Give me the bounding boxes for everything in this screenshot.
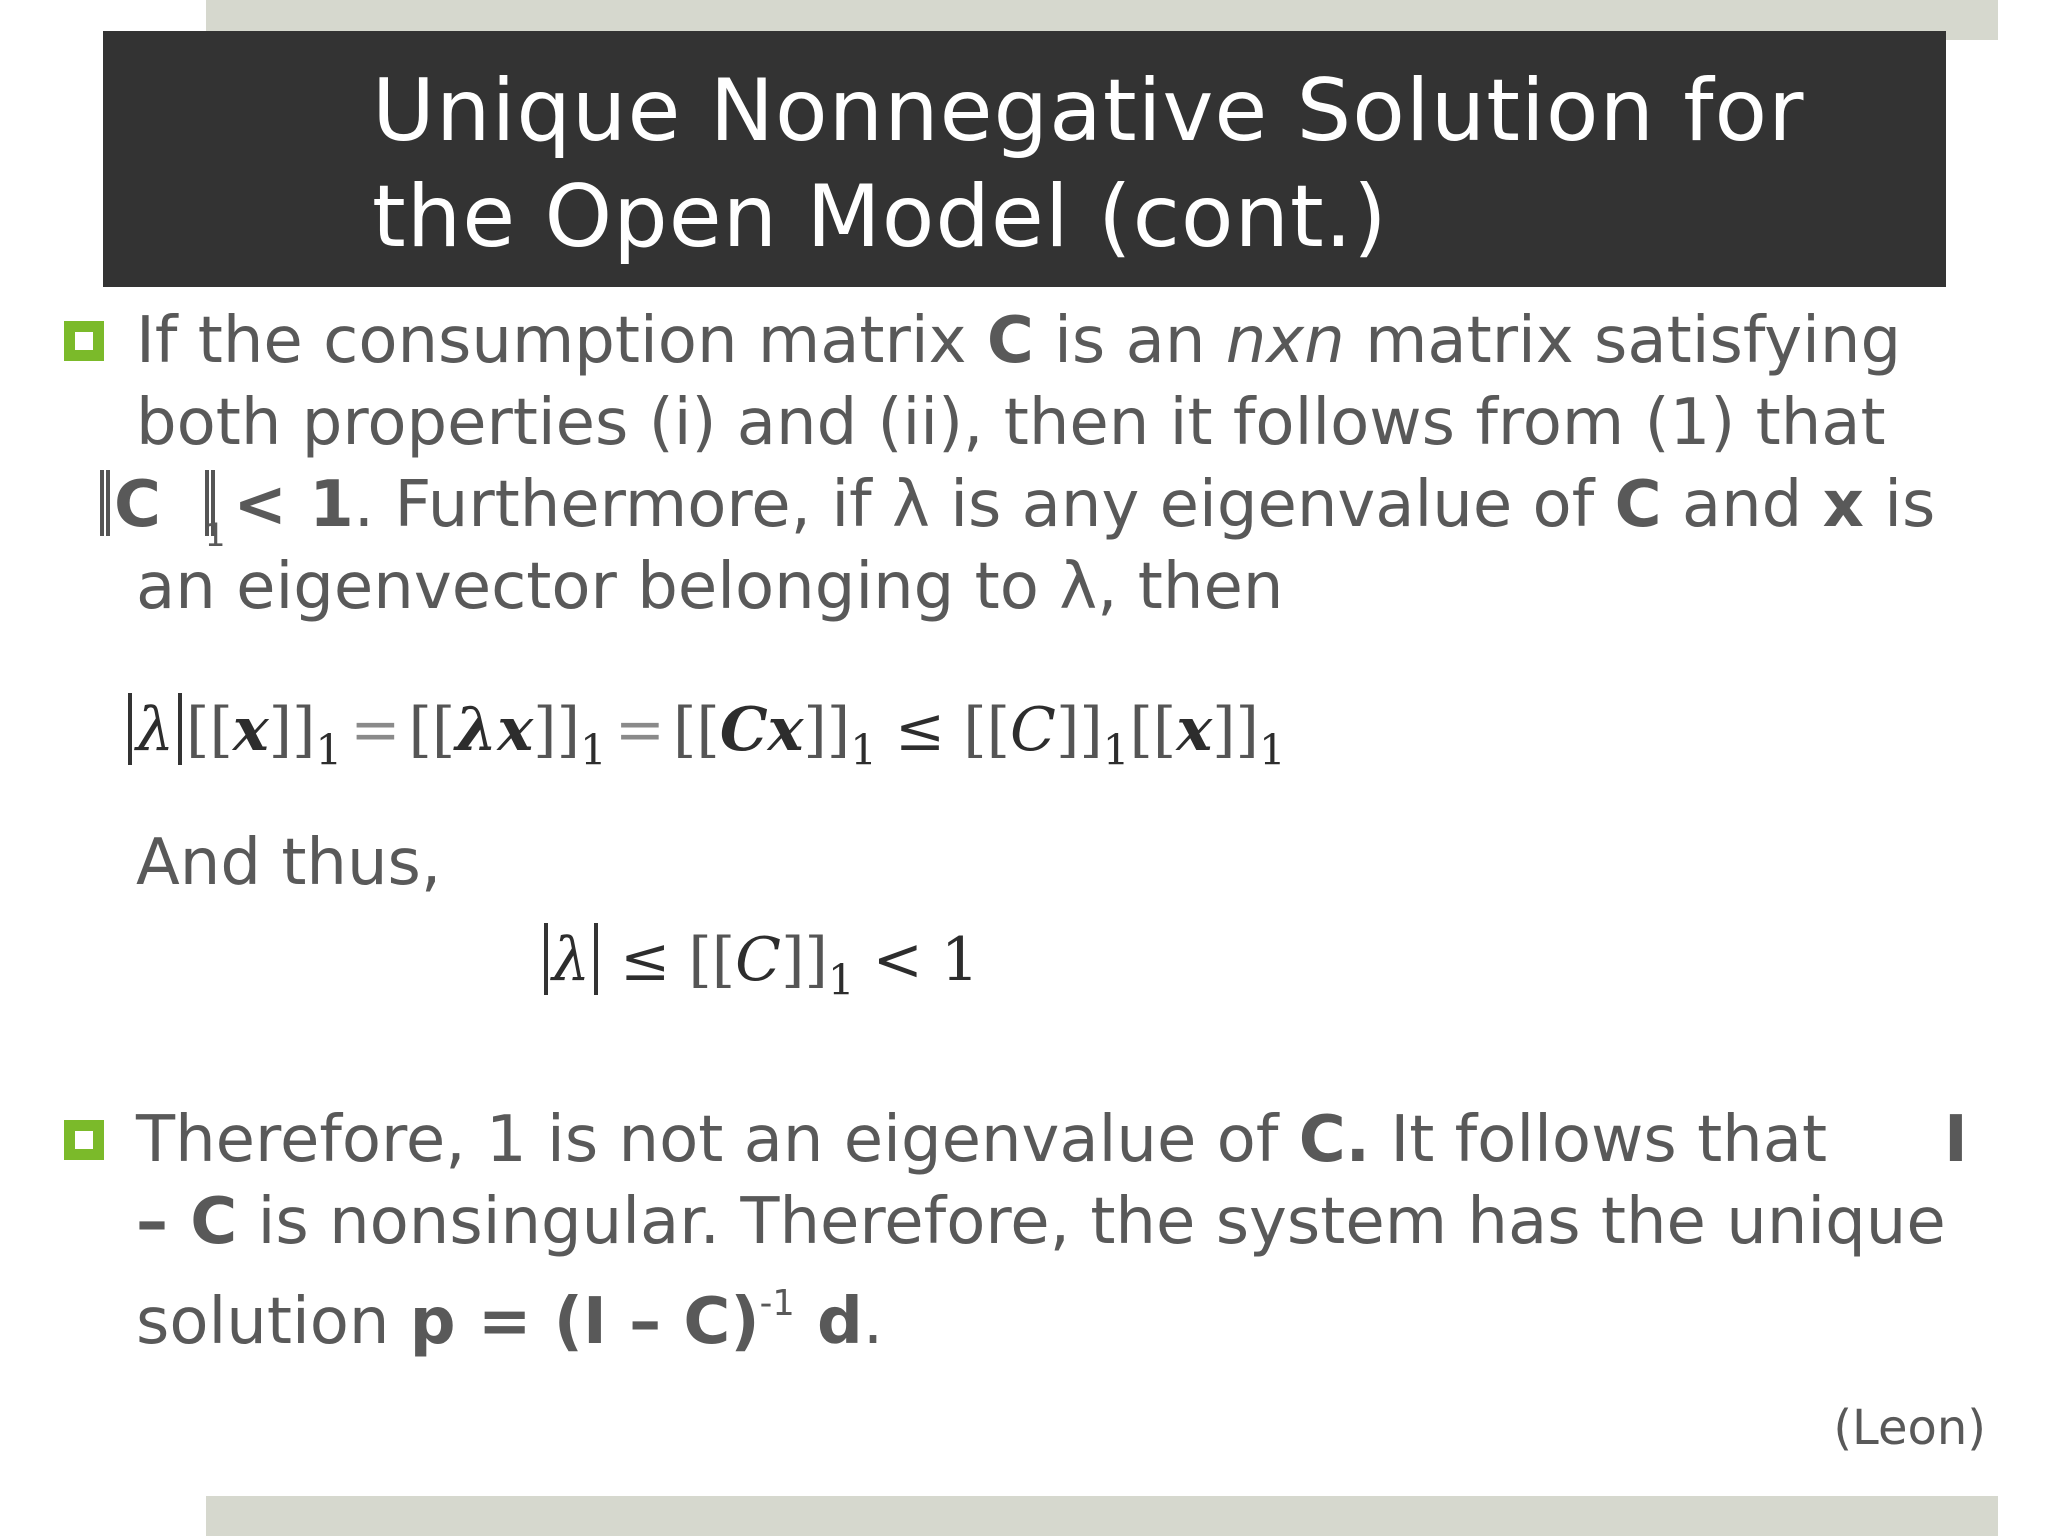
bullet2-line1-end: I [1944,1103,1968,1177]
bullet-square-icon [64,1120,104,1160]
bullet1-line2: both properties (i) and (ii), then it follows from (1) that [136,386,1886,460]
bullet1-line4: an eigenvector belonging to λ, then [136,550,1284,624]
title-line-1: Unique Nonnegative Solution for [372,61,1805,161]
bullet2-line3: solution p = (I – C)$^{-1}$ d. [136,1283,884,1360]
bullet2-line1: Therefore, 1 is not an eigenvalue of C. It follows that [136,1103,1828,1177]
bullet1-line3: C $_1$ < 1. Furthermore, if λ is any eigenvalue of C and x is [100,464,1935,576]
bullet2-line2: – C is nonsingular. Therefore, the system has the unique [136,1185,1946,1259]
bullet1-line1: If the consumption matrix C is an nxn matrix satisfying [136,304,1902,378]
and-thus-text: And thus, [136,826,442,900]
norm-bars-left [100,470,110,536]
citation: (Leon) [1833,1400,1986,1456]
bullet-square-icon [64,321,104,361]
equation-2: $\lambda \le [[C]]_1 < 1$ [540,920,979,1021]
equation-1: λ $[[x]]_1 = [[\lambda x]]_1 = [[Cx]]_1 \le [[C]]_1[[x]]_1$ [124,690,1286,791]
slide-title [372,58,1912,270]
title-line-2: the Open Model (cont.) [372,167,1388,267]
bottom-decor-band [206,1496,1998,1536]
